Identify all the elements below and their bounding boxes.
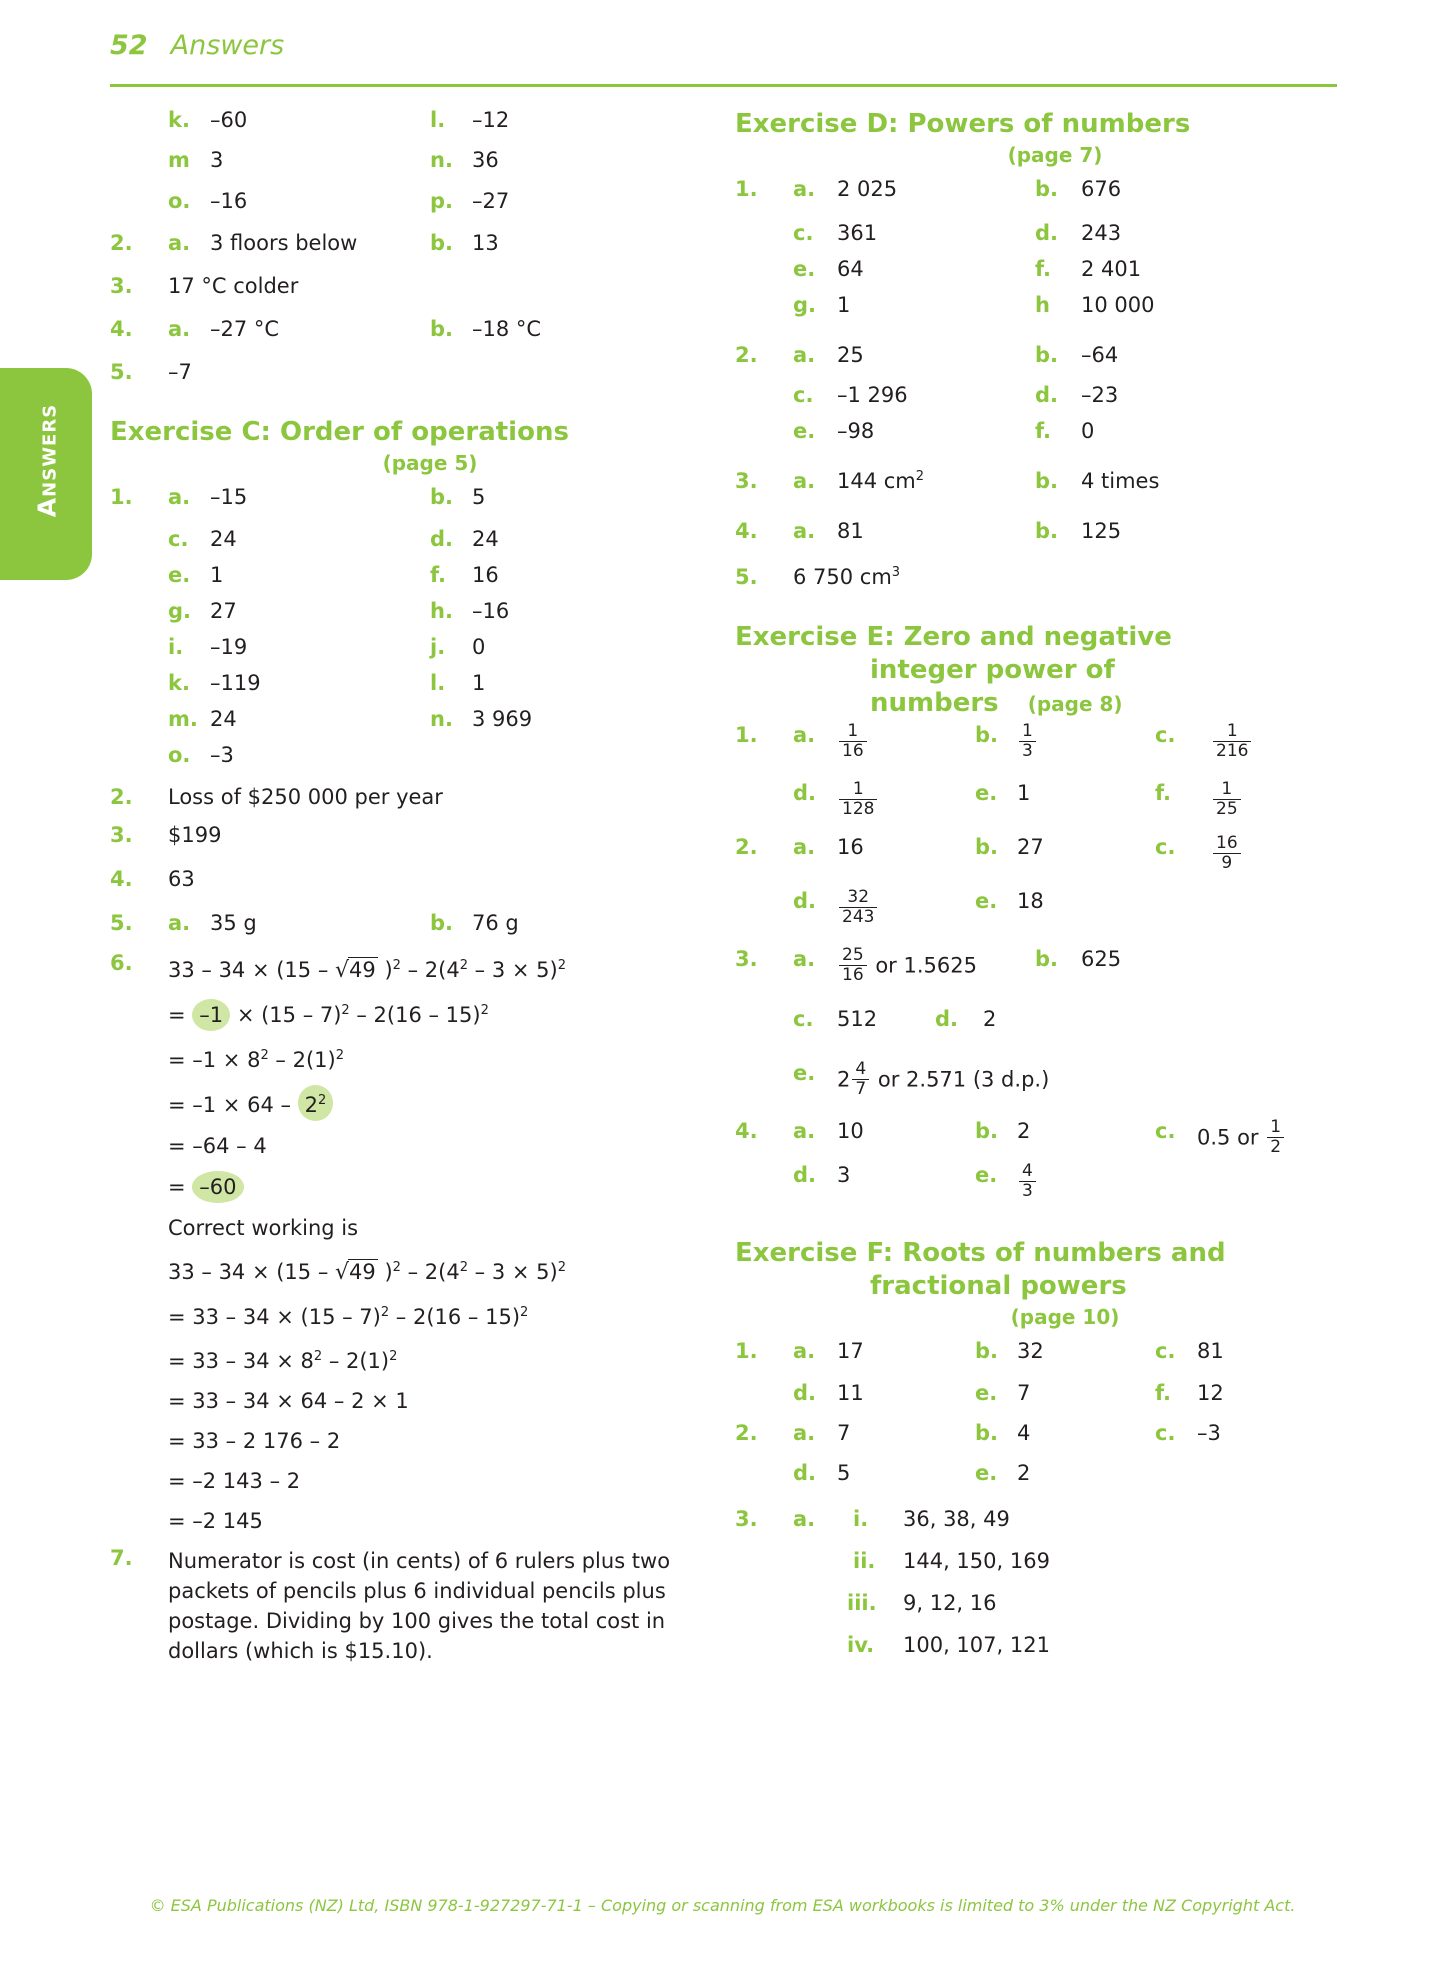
working-line: 33 – 34 × (15 – √49 )$^2 - 2(4^2 - 3 \times 5)^2$: [168, 1260, 566, 1285]
part-value: 76 g: [472, 911, 519, 935]
part-value: 100, 107, 121: [903, 1633, 1050, 1657]
part-value: 17: [837, 1339, 864, 1363]
part-value: 5: [837, 1461, 851, 1485]
part-value: 2: [1017, 1461, 1031, 1485]
part-letter: c.: [1155, 723, 1176, 747]
part-value: 16: [837, 835, 864, 859]
answer-row: [735, 1381, 1355, 1419]
exercise-heading-e-line3: numbers: [870, 688, 999, 718]
part-letter: m.: [168, 707, 198, 731]
part-letter: b.: [430, 231, 454, 255]
part-letter: c.: [1155, 1339, 1176, 1363]
exercise-heading-f-line2: fractional powers: [870, 1271, 1127, 1301]
part-value: 6 750 $cm^3$: [793, 565, 901, 589]
part-value: 24: [210, 707, 237, 731]
part-letter: g.: [168, 599, 192, 623]
answer-row: [110, 360, 710, 394]
answer-row-q7: [110, 1546, 710, 1666]
answer-row: [735, 1421, 1355, 1459]
part-value: 2 $\frac{4}{7}$ or 2.571 (3 d.p.): [837, 1059, 1050, 1099]
question-number: 2.: [735, 835, 758, 859]
exercise-heading-f: [735, 1237, 1355, 1303]
part-letter: d.: [935, 1007, 959, 1031]
part-letter: e.: [975, 889, 998, 913]
part-value: 18: [1017, 889, 1044, 913]
part-value: –64: [1081, 343, 1119, 367]
question-number: 3.: [735, 1507, 758, 1531]
part-value: 9, 12, 16: [903, 1591, 997, 1615]
page-number: 52: [110, 30, 148, 61]
answer-row: [110, 189, 710, 229]
part-letter: b.: [975, 835, 999, 859]
part-letter: b.: [975, 1421, 999, 1445]
question-number: 3.: [110, 823, 133, 847]
answer-row: [110, 108, 710, 146]
part-letter: d.: [430, 527, 454, 551]
part-value: 3 969: [472, 707, 533, 731]
part-letter: c.: [1155, 1421, 1176, 1445]
answer-row: [110, 599, 710, 633]
answer-row: [735, 257, 1355, 291]
part-letter: h: [1035, 293, 1050, 317]
answer-row: [735, 1163, 1355, 1215]
part-value: 2: [983, 1007, 997, 1031]
part-letter: e.: [793, 257, 816, 281]
exercise-heading-f-line1: Exercise F: Roots of numbers and: [735, 1238, 1226, 1268]
exercise-heading-e-line1: Exercise E: Zero and negative: [735, 622, 1172, 652]
part-value: 2 401: [1081, 257, 1142, 281]
part-letter: a.: [793, 723, 816, 747]
part-value: $\frac{1}{25}$: [1211, 781, 1243, 820]
part-value: 125: [1081, 519, 1122, 543]
part-letter: f.: [1035, 257, 1051, 281]
part-value: $\frac{1}{216}$: [1211, 723, 1253, 762]
part-letter: a.: [793, 1339, 816, 1363]
working-line: = –1 × (15 – 7)$^2$ – 2(16 – 15)$^2$: [168, 996, 710, 1031]
part-letter: c.: [793, 1007, 814, 1031]
part-value: 64: [837, 257, 864, 281]
part-value: 81: [837, 519, 864, 543]
working-line: 33 – 34 × (15 – √49 )$^2 - 2(4^2 - 3 \times 5)^2$: [168, 958, 566, 983]
answer-row: [735, 177, 1355, 219]
part-letter: a.: [793, 835, 816, 859]
part-letter: b.: [975, 723, 999, 747]
part-letter: d.: [793, 781, 817, 805]
highlight-error-3: –60: [192, 1171, 243, 1203]
part-letter: p.: [430, 189, 454, 213]
part-value: $\frac{32}{243}$: [837, 889, 879, 928]
part-value: $\frac{25}{16}$ or 1.5625: [837, 947, 977, 986]
part-value: 243: [1081, 221, 1122, 245]
answer-group-c: [110, 485, 710, 949]
part-letter: c.: [168, 527, 189, 551]
question-number: 1.: [735, 1339, 758, 1363]
part-letter: b.: [1035, 343, 1059, 367]
part-letter: b.: [430, 485, 454, 509]
part-letter: e.: [975, 781, 998, 805]
answer-row: [110, 635, 710, 669]
part-value: 0.5 or $\frac{1}{2}$: [1197, 1119, 1286, 1158]
worked-solution-q6: [110, 951, 710, 1536]
part-value: 361: [837, 221, 878, 245]
part-value: 3: [210, 148, 224, 172]
part-value: 10: [837, 1119, 864, 1143]
question-number: 1.: [735, 177, 758, 201]
exercise-page-c: (page 5): [382, 451, 478, 475]
part-letter: e.: [975, 1381, 998, 1405]
highlight-error-2: $2^2$: [298, 1085, 334, 1121]
question-number: 3.: [735, 469, 758, 493]
question-number: 4.: [110, 867, 133, 891]
part-letter: d.: [1035, 383, 1059, 407]
answer-row: [110, 563, 710, 597]
part-value: 625: [1081, 947, 1122, 971]
section-tab-answers: [0, 368, 92, 580]
part-value: $\frac{1}{16}$: [837, 723, 869, 762]
part-value: Loss of $250 000 per year: [168, 785, 443, 809]
part-letter: a.: [168, 317, 191, 341]
section-tab-label: Answers: [32, 403, 62, 518]
part-value: 16: [472, 563, 499, 587]
part-letter: i.: [168, 635, 184, 659]
answer-row: [735, 1007, 1355, 1059]
question-number: 4.: [110, 317, 133, 341]
part-letter: f.: [430, 563, 446, 587]
part-letter: b.: [1035, 469, 1059, 493]
working-line: = –2 145: [168, 1509, 263, 1533]
answer-row: [735, 221, 1355, 255]
answer-row: [110, 911, 710, 949]
answer-row: [735, 1461, 1355, 1505]
answer-row: [110, 707, 710, 741]
question-number: 2.: [735, 1421, 758, 1445]
part-letter: o.: [168, 743, 191, 767]
part-letter: k.: [168, 671, 190, 695]
answer-row: [110, 823, 710, 865]
exercise-page-d: (page 7): [1007, 143, 1103, 167]
part-letter: b.: [1035, 177, 1059, 201]
part-letter: a.: [793, 469, 816, 493]
answer-row: [735, 835, 1355, 887]
part-value: $\frac{4}{3}$: [1017, 1163, 1038, 1202]
part-letter: d.: [793, 1381, 817, 1405]
part-value: 27: [210, 599, 237, 623]
part-letter: c.: [1155, 835, 1176, 859]
working-line: = $33 - 34 \times 8^2 - 2(1)^2$: [168, 1349, 398, 1373]
exercise-page-e: (page 8): [1027, 692, 1123, 716]
answer-row: [735, 947, 1355, 1005]
part-value: 676: [1081, 177, 1122, 201]
part-letter: d.: [793, 1163, 817, 1187]
question-number: 5.: [735, 565, 758, 589]
page-header: [110, 30, 1335, 61]
part-letter: d.: [793, 1461, 817, 1485]
part-value: 36: [472, 148, 499, 172]
part-letter: a.: [168, 485, 191, 509]
part-letter: b.: [430, 317, 454, 341]
part-value: 7: [837, 1421, 851, 1445]
answer-row: [735, 343, 1355, 381]
part-letter: b.: [1035, 519, 1059, 543]
part-value: –15: [210, 485, 248, 509]
part-letter: c.: [1155, 1119, 1176, 1143]
answer-row: [735, 1119, 1355, 1161]
question-number: 5.: [110, 911, 133, 935]
part-value: –3: [1197, 1421, 1221, 1445]
part-value: 0: [472, 635, 486, 659]
answer-row: [735, 889, 1355, 945]
part-value: –23: [1081, 383, 1119, 407]
roman-letter: iv.: [847, 1633, 875, 1657]
answer-row: [735, 1591, 1355, 1631]
answer-row: [735, 519, 1355, 563]
part-letter: l.: [430, 671, 446, 695]
part-letter: c.: [793, 221, 814, 245]
part-letter: m: [168, 148, 190, 172]
question-number: 1.: [110, 485, 133, 509]
answer-row: [110, 743, 710, 783]
answer-row: [735, 565, 1355, 599]
part-value: 63: [168, 867, 195, 891]
roman-letter: ii.: [853, 1549, 876, 1573]
part-value: 1: [210, 563, 224, 587]
part-value: 7: [1017, 1381, 1031, 1405]
answer-row: [735, 1507, 1355, 1547]
part-letter: a.: [168, 231, 191, 255]
part-value: –119: [210, 671, 261, 695]
answer-group-top: [110, 108, 710, 394]
working-line: = –64 – 4: [168, 1134, 267, 1158]
part-value: 4 times: [1081, 469, 1160, 493]
answer-row: [110, 148, 710, 187]
answer-row: [110, 527, 710, 561]
working-line: = –2 143 – 2: [168, 1469, 301, 1493]
question-number: 3.: [110, 274, 133, 298]
working-line: = 33 – 34 × (15 – 7)$^2$ – 2(16 – 15)$^2$: [168, 1305, 529, 1329]
part-value: –12: [472, 108, 510, 132]
part-value: 2 025: [837, 177, 898, 201]
part-value: 1: [837, 293, 851, 317]
part-letter: e.: [975, 1461, 998, 1485]
part-value: 32: [1017, 1339, 1044, 1363]
part-letter: j.: [430, 635, 446, 659]
part-value: –16: [210, 189, 248, 213]
part-value: 3 floors below: [210, 231, 358, 255]
part-letter: e.: [168, 563, 191, 587]
part-letter: a.: [793, 1421, 816, 1445]
part-value: 10 000: [1081, 293, 1155, 317]
right-column: [735, 108, 1355, 1675]
part-letter: o.: [168, 189, 191, 213]
page-footer: © ESA Publications (NZ) Ltd, ISBN 978-1-927297-71-1 – Copying or scanning from ESA workbooks is limited to 3% under the NZ Copyright Act.: [149, 1896, 1296, 1915]
part-value: 3: [837, 1163, 851, 1187]
part-letter: f.: [1155, 1381, 1171, 1405]
part-value: 1: [1017, 781, 1031, 805]
part-letter: a.: [793, 1119, 816, 1143]
part-letter: a.: [793, 343, 816, 367]
part-value: –18 °C: [472, 317, 542, 341]
part-value: $\frac{1}{3}$: [1017, 723, 1038, 762]
working-line: = $-1 \times 64 - 2^2$: [168, 1085, 710, 1121]
answer-group-e: [735, 723, 1355, 1215]
part-value: $199: [168, 823, 222, 847]
part-letter: k.: [168, 108, 190, 132]
header-rule: [110, 84, 1337, 87]
part-value: –16: [472, 599, 510, 623]
answer-row: [110, 485, 710, 525]
question-number: 4.: [735, 519, 758, 543]
part-value: 144, 150, 169: [903, 1549, 1050, 1573]
working-line: = 33 – 34 × 64 – 2 × 1: [168, 1389, 409, 1413]
part-value: –3: [210, 743, 234, 767]
part-value: 11: [837, 1381, 864, 1405]
part-letter: c.: [793, 383, 814, 407]
answer-row: [735, 1339, 1355, 1379]
part-value: 36, 38, 49: [903, 1507, 1010, 1531]
part-letter: a.: [793, 519, 816, 543]
part-value: 144 $cm^2$: [837, 469, 925, 493]
part-value: –27 °C: [210, 317, 280, 341]
part-letter: e.: [975, 1163, 998, 1187]
answer-row: [735, 1549, 1355, 1589]
answer-row: [110, 317, 710, 358]
part-letter: l.: [430, 108, 446, 132]
part-letter: e.: [793, 1061, 816, 1085]
question-number: 2.: [735, 343, 758, 367]
question-number: 2.: [110, 785, 133, 809]
answer-row: [110, 231, 710, 272]
question-number: 3.: [735, 947, 758, 971]
part-letter: a.: [793, 1507, 816, 1531]
part-letter: b.: [975, 1339, 999, 1363]
part-value: –27: [472, 189, 510, 213]
answer-row: [110, 671, 710, 705]
question-number: 5.: [110, 360, 133, 384]
answer-group-d: [735, 177, 1355, 599]
part-value: 35 g: [210, 911, 257, 935]
q7-text: Numerator is cost (in cents) of 6 rulers plus two packets of pencils plus 6 individual pencils plus postage. Dividing by 100 gives the total cost in dollars (which is $15.10).: [168, 1549, 671, 1663]
exercise-heading-e: [735, 621, 1355, 721]
answer-row: [735, 723, 1355, 779]
page-title: Answers: [170, 30, 285, 61]
part-letter: n.: [430, 707, 453, 731]
part-letter: b.: [1035, 947, 1059, 971]
left-column: [110, 108, 710, 1668]
exercise-heading-e-line2: integer power of: [870, 655, 1115, 685]
part-letter: n.: [430, 148, 453, 172]
working-line: = $-1 \times 8^2 - 2(1)^2$: [168, 1048, 344, 1072]
part-letter: b.: [430, 911, 454, 935]
part-letter: d.: [793, 889, 817, 913]
question-number: 7.: [110, 1546, 133, 1570]
part-letter: b.: [975, 1119, 999, 1143]
part-letter: g.: [793, 293, 817, 317]
part-letter: a.: [168, 911, 191, 935]
part-letter: e.: [793, 419, 816, 443]
question-number: 1.: [735, 723, 758, 747]
answer-row: [735, 1061, 1355, 1117]
roman-letter: iii.: [847, 1591, 877, 1615]
part-letter: f.: [1155, 781, 1171, 805]
answer-row: [110, 274, 710, 315]
part-value: –19: [210, 635, 248, 659]
answer-group-f: [735, 1339, 1355, 1673]
exercise-heading-c: Exercise C: Order of operations: [110, 417, 569, 447]
part-letter: a.: [793, 177, 816, 201]
part-letter: a.: [793, 947, 816, 971]
part-value: 81: [1197, 1339, 1224, 1363]
exercise-heading-d: Exercise D: Powers of numbers: [735, 109, 1191, 139]
answer-row: [735, 1633, 1355, 1673]
part-value: –60: [210, 108, 248, 132]
highlight-error-1: –1: [192, 999, 230, 1031]
part-value: 4: [1017, 1421, 1031, 1445]
part-value: 0: [1081, 419, 1095, 443]
answer-row: [735, 419, 1355, 467]
part-value: –98: [837, 419, 875, 443]
part-value: 24: [472, 527, 499, 551]
part-letter: f.: [1035, 419, 1051, 443]
part-value: 24: [210, 527, 237, 551]
part-value: 13: [472, 231, 499, 255]
part-value: $\frac{16}{9}$: [1211, 835, 1243, 874]
part-value: 12: [1197, 1381, 1224, 1405]
correct-working-note: Correct working is: [168, 1216, 359, 1240]
part-value: 512: [837, 1007, 878, 1031]
answer-row: [735, 781, 1355, 833]
part-value: 25: [837, 343, 864, 367]
part-value: 5: [472, 485, 486, 509]
working-line: = 33 – 2 176 – 2: [168, 1429, 341, 1453]
part-value: –1 296: [837, 383, 908, 407]
part-value: 17 °C colder: [168, 274, 299, 298]
part-value: 27: [1017, 835, 1044, 859]
part-value: $\frac{1}{128}$: [837, 781, 879, 820]
part-letter: d.: [1035, 221, 1059, 245]
answer-row: [735, 383, 1355, 417]
answer-row: [110, 867, 710, 909]
part-letter: h.: [430, 599, 453, 623]
answer-row: [735, 293, 1355, 341]
answer-row: [735, 469, 1355, 517]
question-number: 6.: [110, 951, 133, 975]
question-number: 2.: [110, 231, 133, 255]
part-value: 2: [1017, 1119, 1031, 1143]
working-line: = –60: [168, 1171, 710, 1203]
question-number: 4.: [735, 1119, 758, 1143]
part-value: 1: [472, 671, 486, 695]
exercise-page-f: (page 10): [1010, 1305, 1120, 1329]
roman-letter: i.: [853, 1507, 869, 1531]
part-value: –7: [168, 360, 192, 384]
answer-row: [110, 785, 710, 821]
